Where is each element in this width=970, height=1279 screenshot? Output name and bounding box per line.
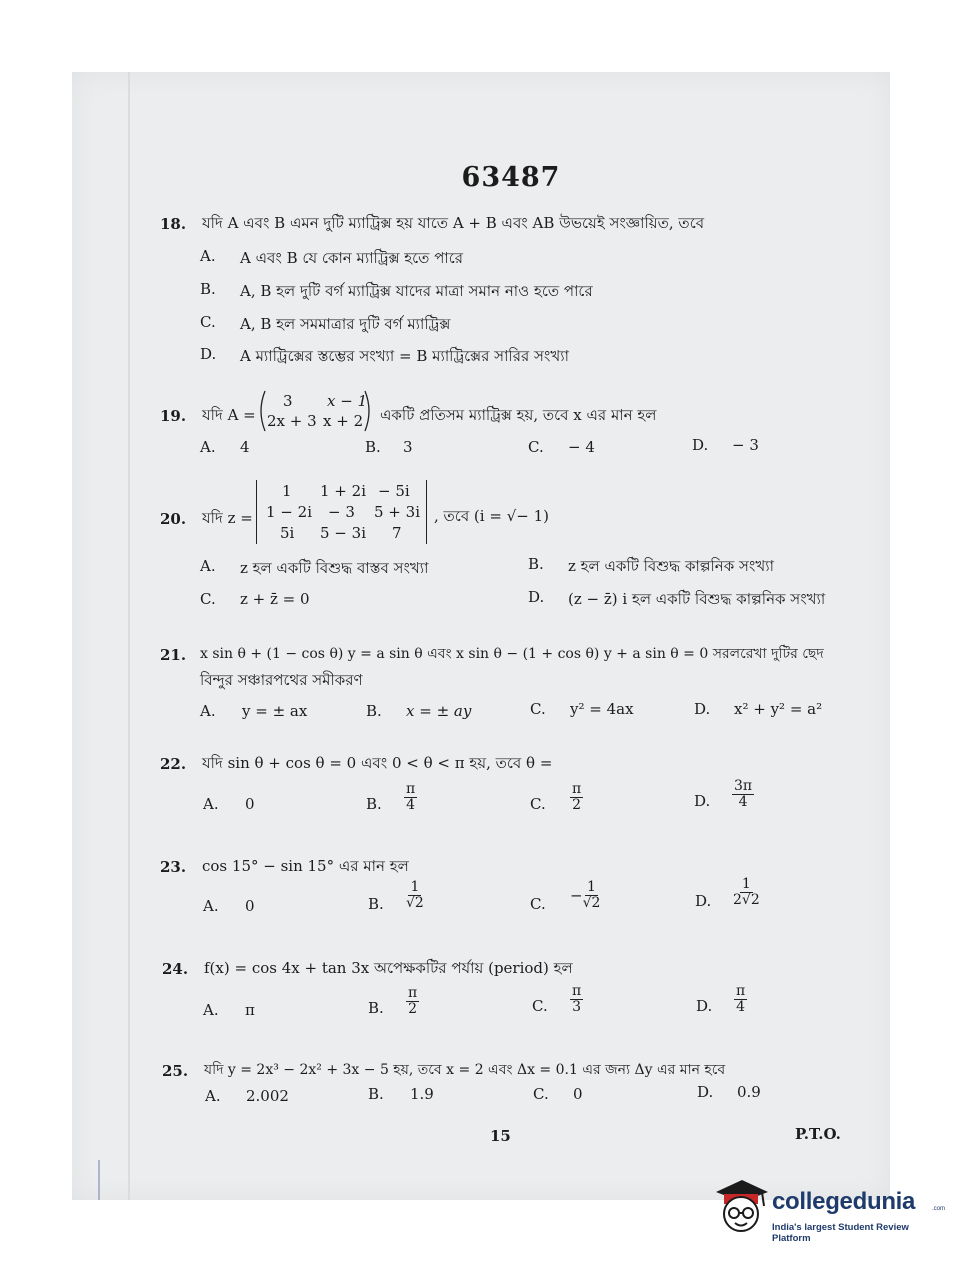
frac-den: 4 — [736, 999, 746, 1015]
q18-opt-b: A, B হল দুটি বর্গ ম্যাট্রিক্স যাদের মাত্রা সমান নাও হতে পারে — [240, 282, 593, 300]
q24-opt-a-label: A. — [203, 1001, 219, 1019]
q21-opt-d-label: D. — [694, 700, 711, 718]
margin-mark — [98, 1160, 100, 1200]
q20-opt-a-label: A. — [200, 557, 216, 575]
q24-opt-d-label: D. — [696, 997, 713, 1015]
q23-number: 23. — [160, 858, 187, 876]
q19-matrix — [255, 388, 375, 434]
q23-opt-c-label: C. — [530, 895, 546, 913]
q21-line2: বিন্দুর সঞ্চারপথের সমীকরণ — [200, 671, 363, 689]
minus-sign: − — [570, 886, 583, 905]
q21-number: 21. — [160, 646, 187, 664]
q18-opt-d-label: D. — [200, 345, 217, 363]
q18-text: যদি A এবং B এমন দুটি ম্যাট্রিক্স হয় যাতে A + B এবং AB উভয়েই সংজ্ঞায়িত, তবে — [202, 214, 705, 232]
q20-opt-d-label: D. — [528, 588, 545, 606]
q25-number: 25. — [162, 1062, 189, 1080]
frac-num: π — [572, 781, 582, 797]
frac-num: 3π — [734, 778, 753, 794]
frac-num: π — [572, 983, 582, 999]
q20-opt-b-label: B. — [528, 555, 544, 573]
q20-suffix: , তবে (i = √− 1) — [434, 507, 549, 525]
q22-opt-a: 0 — [245, 795, 255, 813]
q25-opt-d-label: D. — [697, 1083, 714, 1101]
q24-number: 24. — [162, 960, 189, 978]
exam-page — [72, 72, 890, 1200]
q20-d-12: 1 + 2i — [320, 482, 366, 500]
q20-d-22: − 3 — [328, 503, 355, 521]
frac-den: √2 — [406, 895, 424, 911]
paper-code: 63487 — [461, 162, 561, 193]
q21-opt-a: y = ± ax — [242, 702, 308, 720]
q22-opt-a-label: A. — [203, 795, 219, 813]
frac-num: π — [736, 983, 746, 999]
q21-line1: x sin θ + (1 − cos θ) y = a sin θ এবং x sin θ − (1 + cos θ) y + a sin θ = 0 সরলরেখা দুটির ছেদ — [200, 646, 824, 662]
q19-suffix: একটি প্রতিসম ম্যাট্রিক্স হয়, তবে x এর মান হল — [380, 406, 657, 424]
q19-opt-b-label: B. — [365, 438, 381, 456]
q21-opt-d: x² + y² = a² — [734, 700, 823, 718]
q20-opt-b: z হল একটি বিশুদ্ধ কাল্পনিক সংখ্যা — [568, 557, 774, 575]
q20-d-11: 1 — [282, 482, 292, 500]
frac-num: π — [406, 781, 416, 797]
q22-opt-d — [732, 779, 754, 810]
q19-m-11: 3 — [283, 392, 293, 410]
frac-den: 2 — [572, 797, 582, 813]
q19-opt-a-label: A. — [200, 438, 216, 456]
q23-opt-a: 0 — [245, 897, 255, 915]
graduate-face-icon — [712, 1176, 770, 1238]
frac-den: 4 — [738, 794, 748, 810]
q18-opt-a: A এবং B যে কোন ম্যাট্রিক্স হতে পারে — [240, 249, 464, 267]
page-fold — [128, 72, 130, 1200]
q19-opt-d-label: D. — [692, 436, 709, 454]
q23-opt-a-label: A. — [203, 897, 219, 915]
q20-determinant — [254, 480, 434, 544]
frac-num: 1 — [587, 879, 596, 895]
frac-den: 2√2 — [733, 892, 760, 908]
frac-den: 2 — [408, 1001, 418, 1017]
q25-text: যদি y = 2x³ − 2x² + 3x − 5 হয়, তবে x = 2 এবং Δx = 0.1 এর জন্য Δy এর মান হবে — [204, 1062, 726, 1078]
det-bar-right — [426, 480, 427, 544]
q23-opt-b-label: B. — [368, 895, 384, 913]
logo-com: .com — [932, 1206, 946, 1212]
q18-opt-d: A ম্যাট্রিক্সের স্তম্ভের সংখ্যা = B ম্যাট্রিক্সের সারির সংখ্যা — [240, 347, 569, 365]
q24-text: f(x) = cos 4x + tan 3x অপেক্ষকটির পর্যায় (period) হল — [204, 959, 573, 977]
q20-d-33: 7 — [392, 524, 402, 542]
q22-opt-c-label: C. — [530, 795, 546, 813]
q21-opt-c-label: C. — [530, 700, 546, 718]
collegedunia-watermark — [712, 1176, 946, 1246]
frac-num: π — [408, 985, 418, 1001]
q19-m-22: x + 2 — [323, 412, 364, 430]
frac-den: 3 — [572, 999, 582, 1015]
q20-opt-c: z + z̄ = 0 — [240, 590, 310, 608]
q24-opt-c-label: C. — [532, 997, 548, 1015]
q18-opt-c: A, B হল সমমাত্রার দুটি বর্গ ম্যাট্রিক্স — [240, 315, 451, 333]
q24-opt-c — [570, 984, 583, 1015]
q24-opt-b — [406, 986, 419, 1017]
pto-label: P.T.O. — [795, 1125, 841, 1143]
q18-number: 18. — [160, 215, 187, 233]
q18-opt-c-label: C. — [200, 313, 216, 331]
q23-opt-b — [406, 880, 424, 911]
q23-opt-d-label: D. — [695, 892, 712, 910]
q25-opt-a: 2.002 — [246, 1087, 289, 1105]
q22-opt-b — [404, 782, 417, 813]
frac-num: 1 — [741, 876, 751, 892]
q23-opt-d — [733, 877, 760, 908]
q23-opt-c — [570, 880, 600, 911]
q19-opt-a: 4 — [240, 438, 250, 456]
q22-text: যদি sin θ + cos θ = 0 এবং 0 < θ < π হয়, তবে θ = — [202, 754, 553, 772]
q23-text: cos 15° − sin 15° এর মান হল — [202, 857, 409, 875]
q25-opt-a-label: A. — [205, 1087, 221, 1105]
q25-opt-b: 1.9 — [410, 1085, 434, 1103]
q19-prefix: যদি A = — [202, 406, 256, 424]
q22-opt-d-label: D. — [694, 792, 711, 810]
q20-d-23: 5 + 3i — [374, 503, 420, 521]
q21-opt-c: y² = 4ax — [570, 700, 634, 718]
q22-number: 22. — [160, 755, 187, 773]
q24-opt-b-label: B. — [368, 999, 384, 1017]
q19-opt-c-label: C. — [528, 438, 544, 456]
q20-number: 20. — [160, 510, 187, 528]
q25-opt-c: 0 — [573, 1085, 583, 1103]
q24-opt-a: π — [245, 1001, 255, 1019]
q21-opt-b: x = ± ay — [406, 702, 472, 720]
q19-opt-b: 3 — [403, 438, 413, 456]
frac-den: √2 — [582, 895, 601, 911]
q20-prefix: যদি z = — [202, 509, 253, 527]
q22-opt-c — [570, 782, 583, 813]
q25-opt-d: 0.9 — [737, 1083, 761, 1101]
q19-m-12: x − 1 — [327, 392, 368, 410]
q19-opt-d: − 3 — [732, 436, 759, 454]
det-bar-left — [256, 480, 257, 544]
q18-opt-b-label: B. — [200, 280, 216, 298]
q20-opt-a: z হল একটি বিশুদ্ধ বাস্তব সংখ্যা — [240, 559, 429, 577]
q19-opt-c: − 4 — [568, 438, 595, 456]
q18-opt-a-label: A. — [200, 247, 216, 265]
q19-m-21: 2x + 3 — [267, 412, 317, 430]
q25-opt-b-label: B. — [368, 1085, 384, 1103]
q19-number: 19. — [160, 407, 187, 425]
page-number: 15 — [490, 1127, 511, 1145]
q21-opt-b-label: B. — [366, 702, 382, 720]
q20-opt-c-label: C. — [200, 590, 216, 608]
q24-opt-d — [734, 984, 747, 1015]
frac-den: 4 — [406, 797, 416, 813]
q21-opt-a-label: A. — [200, 702, 216, 720]
frac-num: 1 — [410, 879, 420, 895]
q20-d-32: 5 − 3i — [320, 524, 366, 542]
q20-d-21: 1 − 2i — [266, 503, 312, 521]
q20-opt-d: (z − z̄) i হল একটি বিশুদ্ধ কাল্পনিক সংখ্যা — [568, 590, 826, 608]
q25-opt-c-label: C. — [533, 1085, 549, 1103]
logo-name: collegedunia — [772, 1188, 916, 1215]
logo-tagline: India's largest Student Review Platform — [772, 1222, 909, 1244]
q20-d-13: − 5i — [378, 482, 410, 500]
q22-opt-b-label: B. — [366, 795, 382, 813]
q20-d-31: 5i — [280, 524, 295, 542]
